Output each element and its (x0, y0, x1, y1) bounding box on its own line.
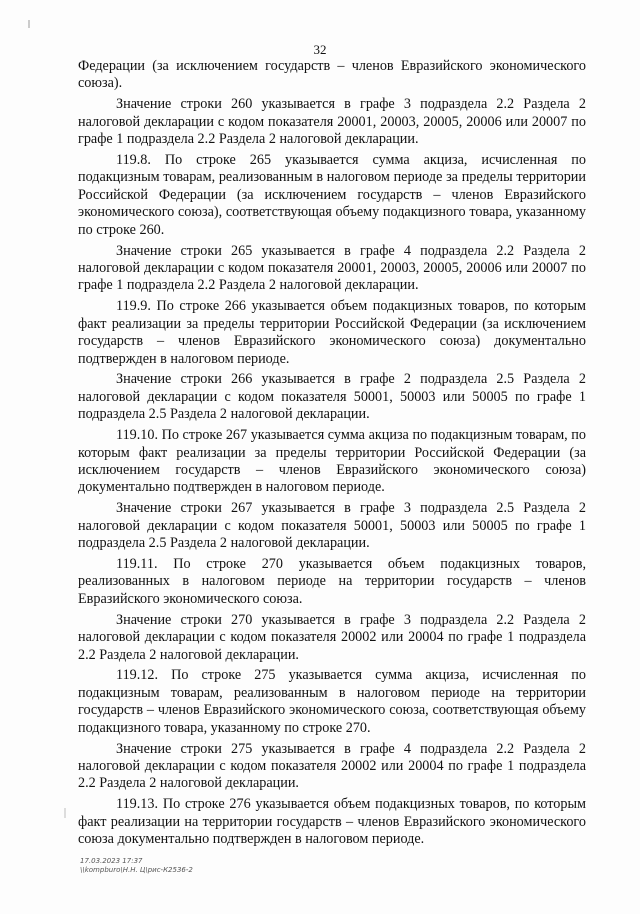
footer-file-path: \\kompburo\Н.Н. Ц\рис-К2536-2 (80, 866, 193, 874)
paragraph-line-265-value: Значение строки 265 указывается в графе 4 подраздела 2.2 Раздела 2 налоговой декларации с кодом показателя 20001, 20003, 20005, 20006 или 20007 по графе 1 подраздела 2.2 Раздела 2 налоговой декларации. (78, 242, 586, 294)
page-number: 32 (313, 42, 327, 57)
scan-artifact (64, 808, 66, 818)
paragraph-line-260-value: Значение строки 260 указывается в графе 3 подраздела 2.2 Раздела 2 налоговой декларации с кодом показателя 20001, 20003, 20005, 20006 или 20007 по графе 1 подраздела 2.2 Раздела 2 налоговой декларации. (78, 96, 586, 148)
print-footer (80, 857, 193, 875)
paragraph-119-8: 119.8. По строке 265 указывается сумма акциза, исчисленная по подакцизным товарам, реализованным в налоговом периоде за пределы территории Российской Федерации (за исключением государств – членов Евразийского экономического союза), соответствующая объему подакцизного товара, указанному по строке 260. (78, 152, 586, 238)
paragraph-line-275-value: Значение строки 275 указывается в графе 4 подраздела 2.2 Раздела 2 налоговой декларации с кодом показателя 20002 или 20004 по графе 1 подраздела 2.2 Раздела 2 налоговой декларации. (78, 740, 586, 792)
paragraph-119-11: 119.11. По строке 270 указывается объем подакцизных товаров, реализованных в налоговом периоде на территории государств – членов Евразийского экономического союза. (78, 555, 586, 607)
document-body (78, 58, 586, 852)
paragraph-119-9: 119.9. По строке 266 указывается объем подакцизных товаров, по которым факт реализации за пределы территории Российской Федерации (за исключением государств – членов Евразийского экономического союза) документально подтвержден в налоговом периоде. (78, 298, 586, 367)
paragraph-119-13: 119.13. По строке 276 указывается объем подакцизных товаров, по которым факт реализации на территории государств – членов Евразийского экономического союза документально подтвержден в налоговом периоде. (78, 796, 586, 848)
footer-timestamp: 17.03.2023 17:37 (80, 857, 143, 865)
paragraph-continuation: Федерации (за исключением государств – членов Евразийского экономического союза). (78, 58, 586, 92)
paragraph-119-10: 119.10. По строке 267 указывается сумма акциза по подакцизным товарам, по которым факт реализации за пределы территории Российской Федерации (за исключением государств – членов Евразийского экономического союза) документально подтвержден в налоговом периоде. (78, 427, 586, 496)
paragraph-line-267-value: Значение строки 267 указывается в графе 3 подраздела 2.5 Раздела 2 налоговой декларации с кодом показателя 50001, 50003 или 50005 по графе 1 подраздела 2.5 Раздела 2 налоговой декларации. (78, 500, 586, 552)
paragraph-119-12: 119.12. По строке 275 указывается сумма акциза, исчисленная по подакцизным товарам, реализованным в налоговом периоде на территории государств – членов Евразийского экономического союза, соответствующая объему подакцизного товара, указанному по строке 270. (78, 667, 586, 736)
paragraph-line-270-value: Значение строки 270 указывается в графе 3 подраздела 2.2 Раздела 2 налоговой декларации с кодом показателя 20002 или 20004 по графе 1 подраздела 2.2 Раздела 2 налоговой декларации. (78, 611, 586, 663)
paragraph-line-266-value: Значение строки 266 указывается в графе 2 подраздела 2.5 Раздела 2 налоговой декларации с кодом показателя 50001, 50003 или 50005 по графе 1 подраздела 2.5 Раздела 2 налоговой декларации. (78, 371, 586, 423)
scan-artifact (28, 20, 30, 28)
